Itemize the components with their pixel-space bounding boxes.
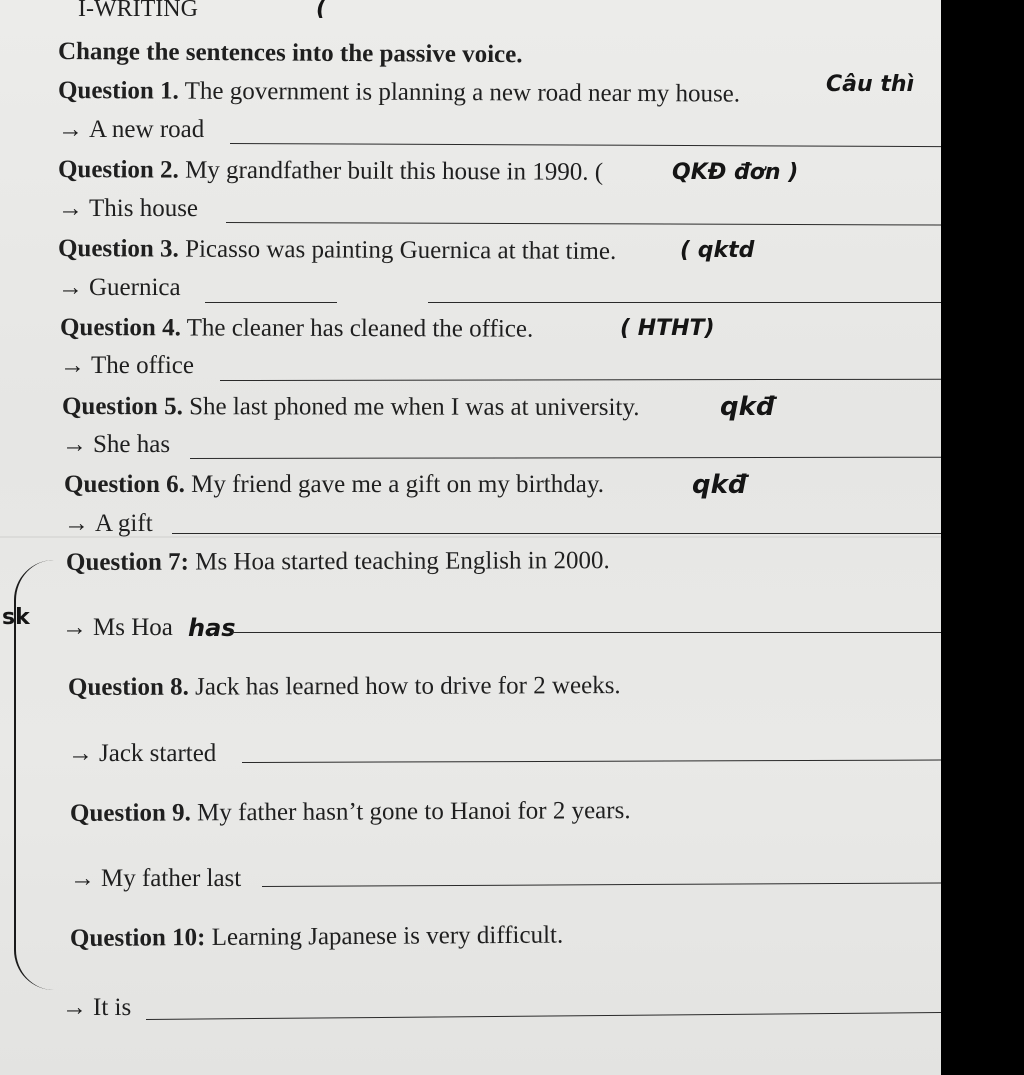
question-4-text: The cleaner has cleaned the office. xyxy=(186,314,534,343)
answer-8-prompt: Jack started xyxy=(99,740,217,767)
question-6-text: My friend gave me a gift on my birthday. xyxy=(191,471,604,498)
answer-5 xyxy=(62,431,170,459)
arrow-icon: → xyxy=(62,431,87,458)
question-7-text: Ms Hoa started teaching English in 2000. xyxy=(195,547,610,576)
arrow-icon: → xyxy=(62,994,87,1021)
question-10 xyxy=(70,922,563,953)
question-9 xyxy=(70,797,631,828)
arrow-icon: → xyxy=(68,740,93,767)
arrow-icon: → xyxy=(62,614,87,641)
question-2 xyxy=(58,156,603,187)
question-5-text: She last phoned me when I was at university. xyxy=(189,393,640,422)
answer-7-prompt: Ms Hoa xyxy=(93,614,173,641)
pen-mark: ( xyxy=(316,0,327,21)
answer-1-blank[interactable] xyxy=(230,143,941,147)
answer-8-blank[interactable] xyxy=(242,760,941,763)
question-2-label: Question 2. xyxy=(57,156,179,184)
question-7 xyxy=(66,547,610,577)
answer-1-prompt: A new road xyxy=(89,116,205,143)
arrow-icon: → xyxy=(70,865,95,892)
question-3 xyxy=(58,235,616,266)
question-1 xyxy=(58,77,740,109)
arrow-icon: → xyxy=(60,352,85,379)
question-9-text: My father hasn’t gone to Hanoi for 2 years. xyxy=(197,797,631,827)
answer-2-prompt: This house xyxy=(89,195,199,222)
answer-4 xyxy=(60,352,194,380)
question-1-note: Câu thì xyxy=(826,72,915,97)
arrow-icon: → xyxy=(58,116,83,143)
question-1-text: The government is planning a new road near my house. xyxy=(184,77,741,108)
answer-7 xyxy=(62,614,173,642)
answer-8 xyxy=(68,740,216,768)
arrow-icon: → xyxy=(64,510,89,537)
answer-4-prompt: The office xyxy=(91,352,194,379)
answer-1 xyxy=(58,116,204,144)
answer-10 xyxy=(62,994,131,1022)
arrow-icon: → xyxy=(58,274,83,301)
answer-4-blank[interactable] xyxy=(220,379,941,381)
question-8 xyxy=(68,672,621,702)
answer-10-prompt: It is xyxy=(93,994,132,1021)
question-9-label: Question 9. xyxy=(69,799,191,827)
question-4-label: Question 4. xyxy=(59,314,181,342)
question-3-text: Picasso was painting Guernica at that time. xyxy=(185,235,617,265)
question-2-text: My grandfather built this house in 1990. ( xyxy=(185,156,604,186)
question-10-label: Question 10: xyxy=(69,924,206,952)
question-6 xyxy=(64,471,604,499)
answer-3-prompt: Guernica xyxy=(89,274,181,301)
margin-note: sk xyxy=(2,605,30,630)
question-8-label: Question 8. xyxy=(67,673,189,701)
answer-3 xyxy=(58,274,181,302)
answer-5-prompt: She has xyxy=(93,431,171,458)
question-5 xyxy=(62,393,640,422)
answer-3-blank-a[interactable] xyxy=(205,302,337,303)
answer-9-prompt: My father last xyxy=(101,865,242,892)
question-5-label: Question 5. xyxy=(61,393,183,421)
question-6-note: qkđ xyxy=(692,470,747,500)
question-10-text: Learning Japanese is very difficult. xyxy=(211,921,564,952)
answer-2-blank[interactable] xyxy=(226,222,941,225)
question-7-label: Question 7: xyxy=(65,548,189,576)
question-2-note: QKĐ đơn ) xyxy=(672,160,799,185)
question-3-note: ( qktd xyxy=(680,238,755,263)
answer-6-prompt: A gift xyxy=(95,510,153,537)
arrow-icon: → xyxy=(58,195,83,222)
question-4-note: ( HTHT) xyxy=(620,316,715,341)
answer-3-blank-b[interactable] xyxy=(428,302,941,303)
answer-9 xyxy=(70,865,241,893)
answer-10-blank[interactable] xyxy=(146,1012,941,1020)
question-8-text: Jack has learned how to drive for 2 weeks. xyxy=(195,672,621,701)
answer-9-blank[interactable] xyxy=(262,882,941,887)
answer-7-blank[interactable] xyxy=(232,632,941,633)
question-3-label: Question 3. xyxy=(57,235,179,263)
answer-2 xyxy=(58,195,198,223)
section-title: I-WRITING xyxy=(78,0,198,22)
answer-6-blank[interactable] xyxy=(172,533,941,534)
answer-7-handwriting: has xyxy=(188,614,236,642)
question-5-note: qkđ xyxy=(720,392,775,422)
answer-6 xyxy=(64,510,153,538)
question-4 xyxy=(60,314,533,344)
question-6-label: Question 6. xyxy=(64,471,185,498)
question-1-label: Question 1. xyxy=(57,77,179,105)
answer-5-blank[interactable] xyxy=(190,457,941,459)
instruction-heading: Change the sentences into the passive voice. xyxy=(57,38,523,69)
